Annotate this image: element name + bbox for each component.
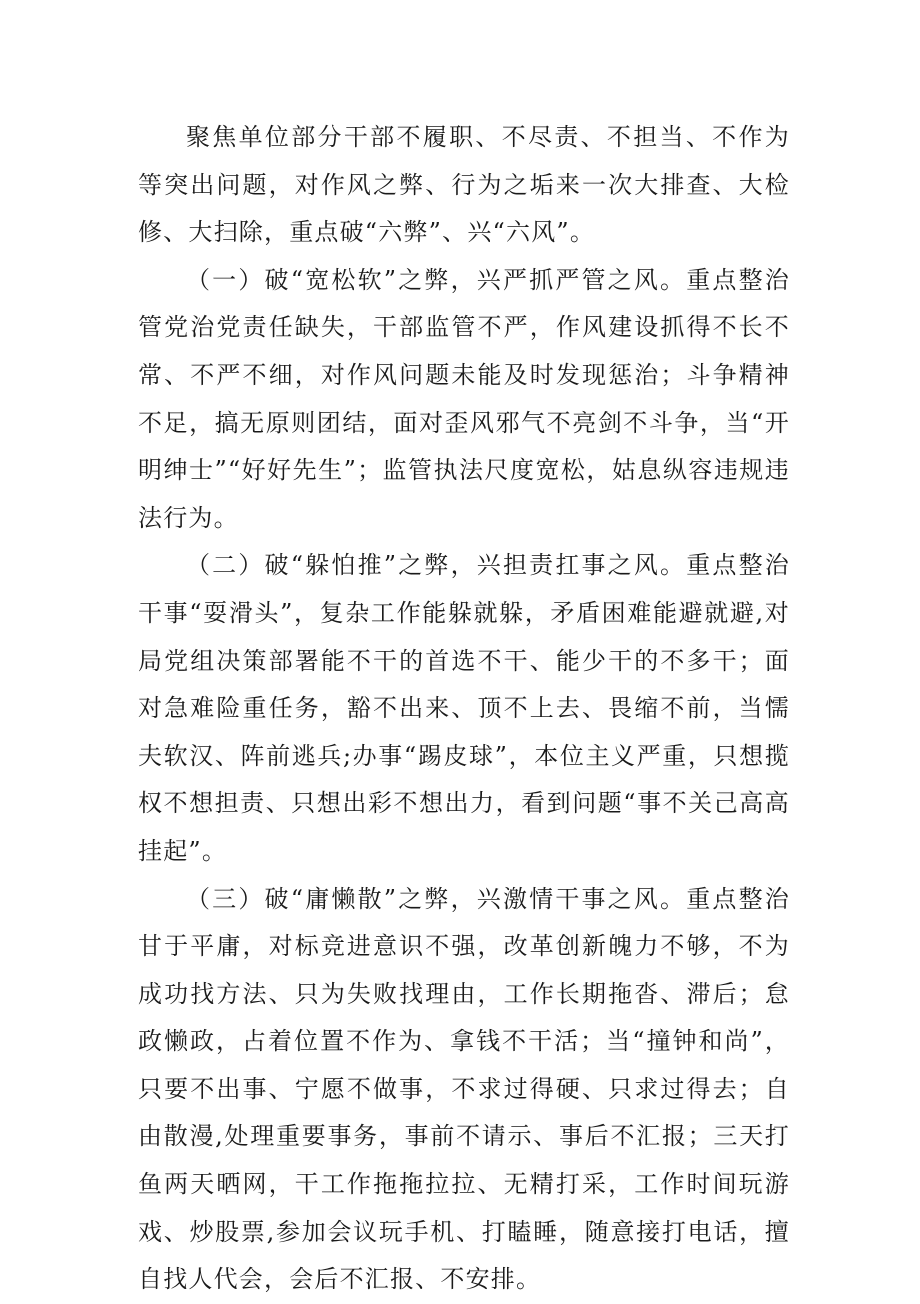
section-1-paragraph: （一）破“宽松软”之弊，兴严抓严管之风。重点整治管党治党责任缺失，干部监管不严，作风建设抓得不长不常、不严不细，对作风问题未能及时发现惩治；斗争精神不足，搞无原则团结，面对歪风邪气不亮剑不斗争，当“开明绅士”“好好先生”；监管执法尺度宽松，姑息纵容违规违法行为。	[138, 265, 790, 532]
section-2-paragraph: （二）破“躲怕推”之弊，兴担责扛事之风。重点整治干事“耍滑头”，复杂工作能躲就躲，矛盾困难能避就避,对局党组决策部署能不干的首选不干、能少干的不多干；面对急难险重任务，豁不出来、顶不上去、畏缩不前，当懦夫软汉、阵前逃兵;办事“踢皮球”，本位主义严重，只想揽权不想担责、只想出彩不想出力，看到问题“事不关己高高挂起”。	[138, 551, 790, 865]
section-3-paragraph: （三）破“庸懒散”之弊，兴激情干事之风。重点整治甘于平庸，对标竞进意识不强，改革创新魄力不够，不为成功找方法、只为失败找理由，工作长期拖沓、滞后；怠政懒政，占着位置不作为、拿钱不干活；当“撞钟和尚”，只要不出事、宁愿不做事，不求过得硬、只求过得去；自由散漫,处理重要事务，事前不请示、事后不汇报；三天打鱼两天晒网，干工作拖拖拉拉、无精打采，工作时间玩游戏、炒股票,参加会议玩手机、打瞌睡，随意接打电话，擅自找人代会，会后不汇报、不安排。	[138, 884, 790, 1294]
intro-paragraph: 聚焦单位部分干部不履职、不尽责、不担当、不作为等突出问题，对作风之弊、行为之垢来一次大排查、大检修、大扫除，重点破“六弊”、兴“六风”。	[138, 123, 790, 247]
document-body	[138, 114, 790, 1304]
